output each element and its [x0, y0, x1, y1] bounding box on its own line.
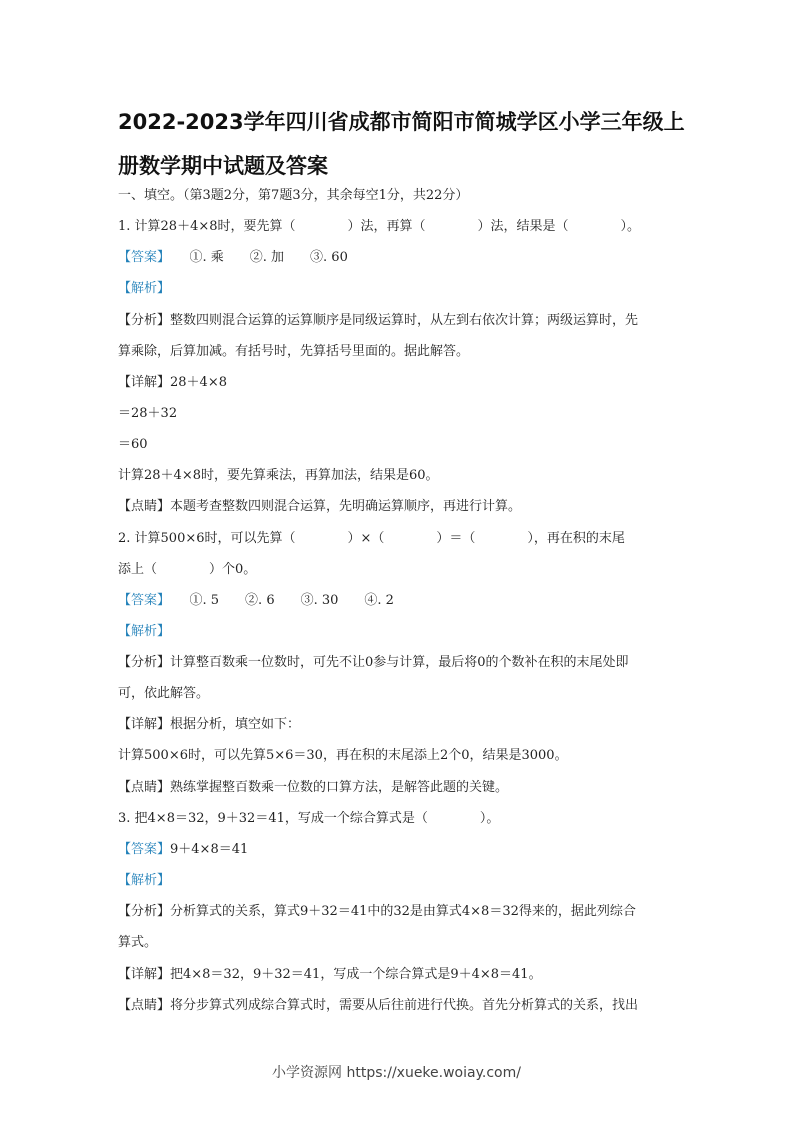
q2-question-2: 添上（ ）个0。: [118, 562, 257, 577]
q1-fenxi-2: 算乘除，后算加减。有括号时，先算括号里面的。据此解答。: [118, 344, 470, 359]
q1-xiangjie-3: ＝60: [118, 437, 148, 452]
answer-tag: 【答案】: [118, 842, 171, 857]
q2-answer: [118, 591, 394, 611]
q3-question: 3. 把4×8＝32，9＋32＝41，写成一个综合算式是（ ）。: [118, 811, 500, 826]
q3-answer: [118, 840, 248, 860]
q3-analysis-tag: 【解析】: [118, 873, 171, 888]
answer-tag: 【答案】: [118, 593, 164, 608]
title-line-2: 册数学期中试题及答案: [118, 154, 328, 178]
q2-xiangjie-1: 【详解】根据分析，填空如下：: [118, 717, 301, 732]
q1-fenxi-1: 【分析】整数四则混合运算的运算顺序是同级运算时，从左到右依次计算；两级运算时，先: [118, 313, 639, 328]
q2-analysis-tag: 【解析】: [118, 624, 171, 639]
q2-xiangjie-2: 计算500×6时，可以先算5×6＝30，再在积的末尾添上2个0，结果是3000。: [118, 748, 568, 763]
q2-question-1: 2. 计算500×6时，可以先算（ ）×（ ）＝（ ），再在积的末尾: [118, 531, 625, 546]
q1-dianjing: 【点睛】本题考查整数四则混合运算，先明确运算顺序，再进行计算。: [118, 499, 522, 514]
q2-fenxi-1: 【分析】计算整百数乘一位数时，可先不让0参与计算，最后将0的个数补在积的末尾处即: [118, 655, 629, 670]
q2-dianjing: 【点睛】熟练掌握整百数乘一位数的口算方法，是解答此题的关键。: [118, 780, 509, 795]
q2-fenxi-2: 可，依此解答。: [118, 686, 210, 701]
q3-answer-text: 9＋4×8＝41: [170, 842, 249, 857]
q1-answer-text: ①. 乘 ②. 加 ③. 60: [163, 250, 348, 265]
q1-question: 1. 计算28＋4×8时，要先算（ ）法，再算（ ）法，结果是（ ）。: [118, 219, 641, 234]
q1-xiangjie-2: ＝28＋32: [118, 406, 178, 421]
q3-xiangjie: 【详解】把4×8＝32，9＋32＝41，写成一个综合算式是9＋4×8＝41。: [118, 967, 542, 982]
q3-fenxi-2: 算式。: [118, 935, 158, 950]
document-title: [118, 100, 688, 188]
q1-answer: [118, 248, 348, 268]
section-heading: 一、填空。（第3题2分，第7题3分，其余每空1分，共22分）: [118, 188, 469, 203]
q2-answer-text: ①. 5 ②. 6 ③. 30 ④. 2: [163, 593, 394, 608]
title-line-1: 2022-2023学年四川省成都市简阳市简城学区小学三年级上: [118, 110, 685, 134]
page-footer: 小学资源网 https://xueke.woiay.com/: [272, 1065, 521, 1081]
q1-analysis-tag: 【解析】: [118, 281, 171, 296]
q3-fenxi-1: 【分析】分析算式的关系，算式9＋32＝41中的32是由算式4×8＝32得来的，据此列综合: [118, 904, 636, 919]
q1-xiangjie-4: 计算28＋4×8时，要先算乘法，再算加法，结果是60。: [118, 468, 439, 483]
answer-tag: 【答案】: [118, 250, 164, 265]
q3-dianjing: 【点睛】将分步算式列成综合算式时，需要从后往前进行代换。首先分析算式的关系，找出: [118, 998, 639, 1013]
q1-xiangjie-1: 【详解】28＋4×8: [118, 375, 227, 390]
